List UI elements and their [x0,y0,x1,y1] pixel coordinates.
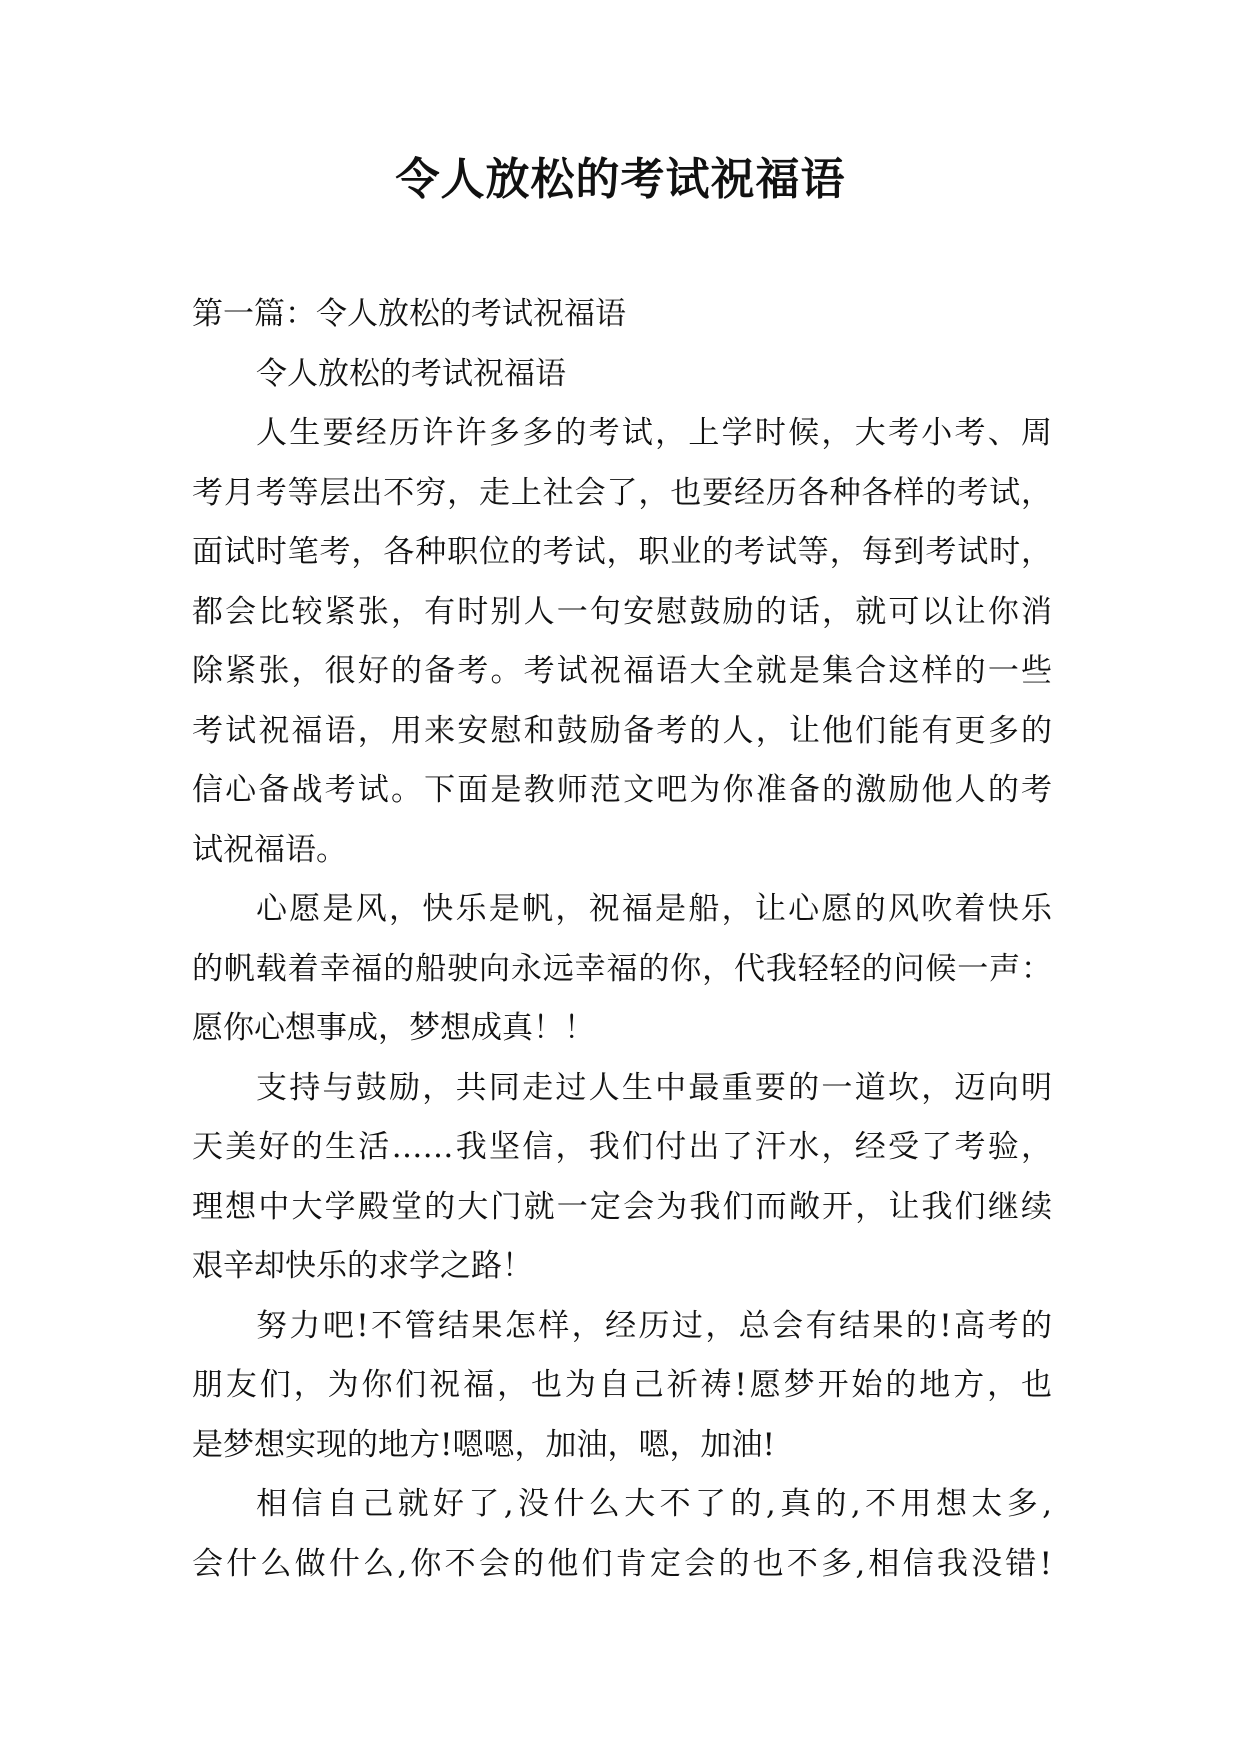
body-line: 考试祝福语，用来安慰和鼓励备考的人，让他们能有更多的 [192,712,1052,749]
body-line: 人生要经历许许多多的考试，上学时候，大考小考、周 [256,415,1052,451]
body-line: 是梦想实现的地方!嗯嗯，加油，嗯，加油! [192,1426,775,1463]
body-line: 理想中大学殿堂的大门就一定会为我们而敞开，让我们继续 [192,1188,1052,1225]
document-body [192,285,1052,1594]
body-line: 会什么做什么,你不会的他们肯定会的也不多,相信我没错! [192,1545,1052,1582]
body-line: 天美好的生活……我坚信，我们付出了汗水，经受了考验， [192,1129,1052,1165]
body-line: 令人放松的考试祝福语 [256,355,566,392]
body-line: 相信自己就好了,没什么大不了的,真的,不用想太多, [256,1486,1052,1522]
body-line: 除紧张，很好的备考。考试祝福语大全就是集合这样的一些 [192,653,1052,689]
body-line: 试祝福语。 [192,831,347,868]
body-line: 支持与鼓励，共同走过人生中最重要的一道坎，迈向明 [256,1069,1052,1106]
body-line: 考月考等层出不穷，走上社会了，也要经历各种各样的考试， [192,474,1052,511]
body-line: 的帆载着幸福的船驶向永远幸福的你，代我轻轻的问候一声： [192,950,1052,987]
body-line: 面试时笔考，各种职位的考试，职业的考试等，每到考试时， [192,534,1052,570]
body-line: 心愿是风，快乐是帆，祝福是船，让心愿的风吹着快乐 [256,891,1052,927]
body-line: 艰辛却快乐的求学之路！ [192,1248,533,1284]
body-line: 信心备战考试。下面是教师范文吧为你准备的激励他人的考 [192,772,1052,808]
body-line: 愿你心想事成，梦想成真！！ [192,1010,595,1046]
body-line: 努力吧!不管结果怎样，经历过，总会有结果的!高考的 [256,1307,1052,1344]
body-line: 都会比较紧张，有时别人一句安慰鼓励的话，就可以让你消 [192,593,1052,630]
body-line: 朋友们，为你们祝福，也为自己祈祷!愿梦开始的地方，也 [192,1367,1052,1403]
body-line: 第一篇：令人放松的考试祝福语 [192,296,626,332]
document-title: 令人放松的考试祝福语 [395,154,846,205]
